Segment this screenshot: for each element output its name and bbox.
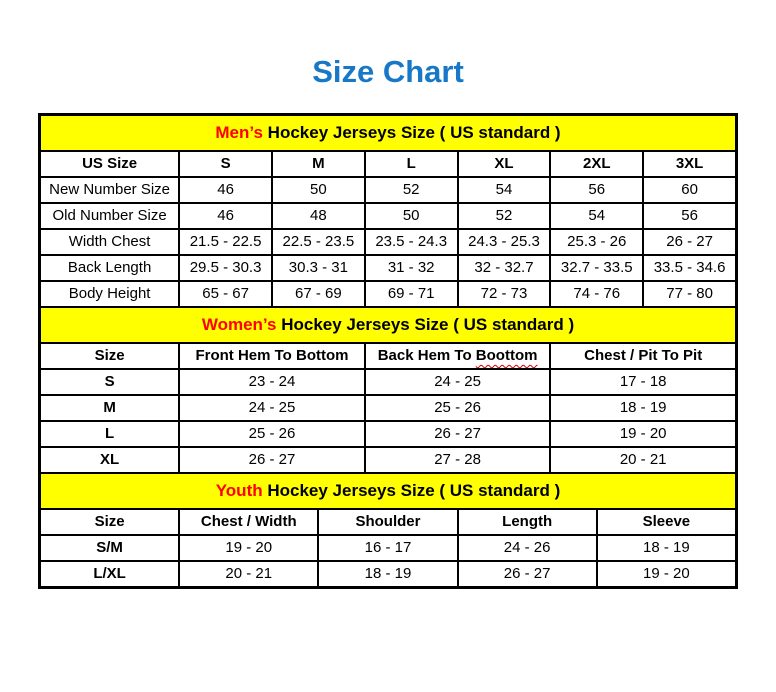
table-cell: 19 - 20 [179,535,318,561]
table-cell: 26 - 27 [365,421,551,447]
table-row-width-chest [40,229,736,255]
table-cell: 54 [550,203,643,229]
womens-section-header-row [40,307,736,343]
column-header-size: Size [40,509,179,535]
table-cell: 56 [550,177,643,203]
column-header-front-hem: Front Hem To Bottom [179,343,365,369]
table-row-womens-l [40,421,736,447]
row-label: L/XL [40,561,179,587]
table-cell: 72 - 73 [458,281,551,307]
womens-section-header [40,307,736,343]
column-header-us-size: US Size [40,151,179,177]
womens-column-header-row [40,343,736,369]
mens-section-rest: Hockey Jerseys Size ( US standard ) [267,122,561,142]
size-chart-tables [38,113,738,589]
table-cell: 17 - 18 [550,369,736,395]
table-cell: 46 [179,177,272,203]
table-cell: 29.5 - 30.3 [179,255,272,281]
table-cell: 50 [272,177,365,203]
table-cell: 31 - 32 [365,255,458,281]
back-hem-misspelled-word: Boottom [475,347,538,365]
column-header-xl: XL [458,151,551,177]
table-row-back-length [40,255,736,281]
table-cell: 19 - 20 [597,561,736,587]
column-header-2xl: 2XL [550,151,643,177]
mens-section-highlight: Men’s [215,122,263,142]
table-cell: 52 [458,203,551,229]
column-header-sleeve: Sleeve [597,509,736,535]
table-cell: 16 - 17 [318,535,457,561]
table-cell: 23 - 24 [179,369,365,395]
table-cell: 60 [643,177,736,203]
youth-section-rest: Hockey Jerseys Size ( US standard ) [267,480,561,500]
column-header-s: S [179,151,272,177]
table-cell: 24 - 25 [179,395,365,421]
table-cell: 22.5 - 23.5 [272,229,365,255]
column-header-chest-pit: Chest / Pit To Pit [550,343,736,369]
table-row-old-number-size [40,203,736,229]
row-label: S [40,369,179,395]
row-label: S/M [40,535,179,561]
youth-column-header-row [40,509,736,535]
column-header-3xl: 3XL [643,151,736,177]
table-cell: 33.5 - 34.6 [643,255,736,281]
table-cell: 26 - 27 [179,447,365,473]
table-cell: 25 - 26 [179,421,365,447]
table-row-womens-m [40,395,736,421]
row-label: L [40,421,179,447]
table-cell: 18 - 19 [597,535,736,561]
table-cell: 26 - 27 [643,229,736,255]
youth-section-header-row [40,473,736,509]
table-cell: 30.3 - 31 [272,255,365,281]
table-cell: 67 - 69 [272,281,365,307]
womens-section-highlight: Women’s [201,314,277,334]
youth-section-highlight: Youth [215,480,263,500]
table-cell: 20 - 21 [179,561,318,587]
youth-section-header [40,473,736,509]
table-cell: 46 [179,203,272,229]
table-cell: 24 - 26 [458,535,597,561]
column-header-length: Length [458,509,597,535]
mens-section-header-row [40,115,736,151]
table-cell: 26 - 27 [458,561,597,587]
column-header-m: M [272,151,365,177]
table-cell: 25.3 - 26 [550,229,643,255]
table-row-youth-sm [40,535,736,561]
table-cell: 19 - 20 [550,421,736,447]
table-cell: 24.3 - 25.3 [458,229,551,255]
table-row-body-height [40,281,736,307]
mens-size-table [39,114,737,308]
table-row-womens-s [40,369,736,395]
back-hem-prefix: Back Hem To [377,347,472,365]
column-header-size: Size [40,343,179,369]
womens-size-table [39,306,737,474]
column-header-back-hem [365,343,551,369]
table-cell: 50 [365,203,458,229]
column-header-chest-width: Chest / Width [179,509,318,535]
row-label: New Number Size [40,177,179,203]
page-title: Size Chart [312,54,464,89]
table-cell: 77 - 80 [643,281,736,307]
table-cell: 24 - 25 [365,369,551,395]
row-label: Width Chest [40,229,179,255]
row-label: Body Height [40,281,179,307]
row-label: Old Number Size [40,203,179,229]
table-cell: 18 - 19 [550,395,736,421]
table-cell: 54 [458,177,551,203]
mens-column-header-row [40,151,736,177]
table-cell: 25 - 26 [365,395,551,421]
table-cell: 48 [272,203,365,229]
column-header-l: L [365,151,458,177]
table-cell: 74 - 76 [550,281,643,307]
table-row-new-number-size [40,177,736,203]
size-chart-page [0,54,776,589]
table-cell: 21.5 - 22.5 [179,229,272,255]
row-label: Back Length [40,255,179,281]
column-header-shoulder: Shoulder [318,509,457,535]
table-cell: 32.7 - 33.5 [550,255,643,281]
table-cell: 27 - 28 [365,447,551,473]
womens-section-rest: Hockey Jerseys Size ( US standard ) [281,314,575,334]
table-cell: 56 [643,203,736,229]
row-label: XL [40,447,179,473]
table-cell: 23.5 - 24.3 [365,229,458,255]
table-row-womens-xl [40,447,736,473]
mens-section-header [40,115,736,151]
table-cell: 65 - 67 [179,281,272,307]
table-cell: 32 - 32.7 [458,255,551,281]
table-cell: 18 - 19 [318,561,457,587]
table-row-youth-lxl [40,561,736,587]
table-cell: 52 [365,177,458,203]
table-cell: 20 - 21 [550,447,736,473]
youth-size-table [39,472,737,588]
table-cell: 69 - 71 [365,281,458,307]
row-label: M [40,395,179,421]
